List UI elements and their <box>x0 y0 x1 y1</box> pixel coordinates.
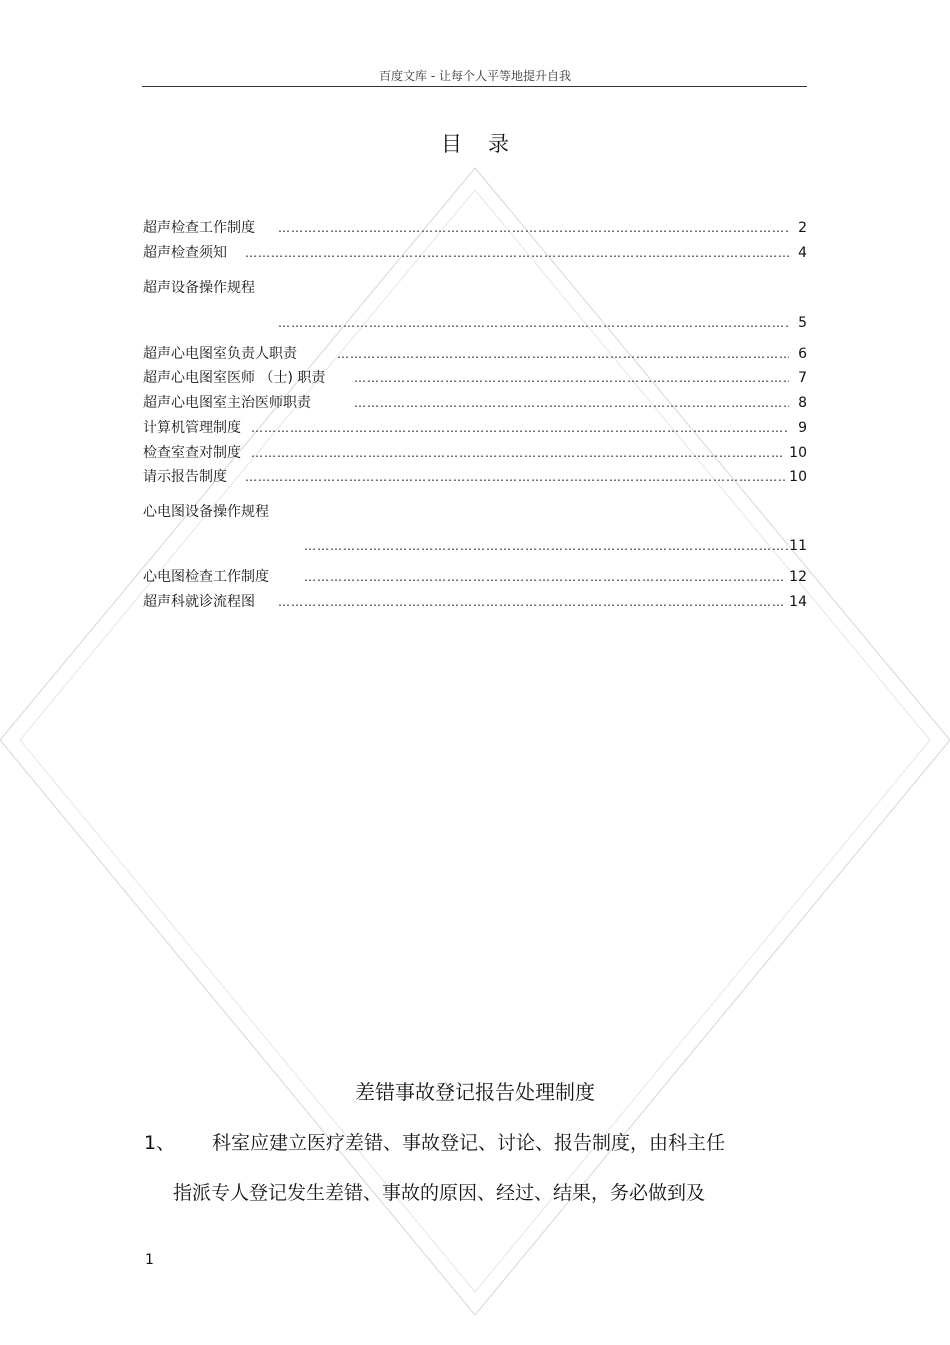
toc-title: 目录 <box>441 132 535 156</box>
toc-entry[interactable] <box>143 418 807 438</box>
toc-entry[interactable] <box>143 313 807 333</box>
toc-entry-page: 12 <box>789 569 807 585</box>
toc-entry[interactable] <box>143 592 807 612</box>
toc-leader-dots <box>278 218 789 238</box>
toc-entry-label: 超声检查须知 <box>143 245 227 261</box>
toc-entry[interactable] <box>143 218 807 238</box>
toc-entry-page: 5 <box>798 315 807 331</box>
toc-entry-page: 10 <box>789 445 807 461</box>
toc-leader-dots <box>304 536 789 556</box>
section-title: 差错事故登记报告处理制度 <box>355 1080 595 1104</box>
toc-entry-page: 4 <box>798 245 807 261</box>
toc-entry-page: 2 <box>798 220 807 236</box>
toc-entry[interactable] <box>143 567 807 587</box>
toc-entry[interactable] <box>143 467 807 487</box>
toc-entry[interactable] <box>143 443 807 463</box>
toc-entry[interactable] <box>143 502 807 522</box>
toc-entry-page: 11 <box>789 538 807 554</box>
toc-entry[interactable] <box>143 393 807 413</box>
toc-entry-label: 超声检查工作制度 <box>143 220 255 236</box>
item-text-line-2: 指派专人登记发生差错、事故的原因、经过、结果，务必做到及 <box>173 1182 706 1204</box>
toc-entry-label: 请示报告制度 <box>143 469 227 485</box>
toc-leader-dots <box>354 368 789 388</box>
toc-entry-page: 6 <box>798 346 807 362</box>
toc-entry[interactable] <box>143 368 807 388</box>
item-text-line-1: 科室应建立医疗差错、事故登记、讨论、报告制度，由科主任 <box>212 1132 726 1154</box>
toc-entry-label: 超声科就诊流程图 <box>143 594 255 610</box>
toc-leader-dots <box>245 467 785 487</box>
toc-entry-label: 超声心电图室医师 （士) 职责 <box>143 370 326 386</box>
toc-entry-label: 检查室查对制度 <box>143 445 241 461</box>
toc-entry-label: 超声心电图室负责人职责 <box>143 346 297 362</box>
toc-leader-dots <box>304 567 785 587</box>
toc-leader-dots <box>251 443 785 463</box>
toc-entry[interactable] <box>143 278 807 298</box>
toc-entry-label: 超声设备操作规程 <box>143 280 255 296</box>
page-header: 百度文库 - 让每个人平等地提升自我 <box>379 69 571 83</box>
toc-entry-page: 14 <box>789 594 807 610</box>
toc-entry[interactable] <box>143 536 807 556</box>
toc-entry[interactable] <box>143 344 807 364</box>
toc-leader-dots <box>251 418 789 438</box>
toc-leader-dots <box>278 592 785 612</box>
toc-leader-dots <box>337 344 789 364</box>
toc-entry[interactable] <box>143 243 807 263</box>
toc-leader-dots <box>278 313 789 333</box>
toc-leader-dots <box>354 393 789 413</box>
toc-entry-page: 7 <box>798 370 807 386</box>
toc-entry-page: 10 <box>789 469 807 485</box>
toc-entry-label: 超声心电图室主治医师职责 <box>143 395 311 411</box>
toc-entry-page: 9 <box>798 420 807 436</box>
toc-entry-label: 计算机管理制度 <box>143 420 241 436</box>
item-number: 1、 <box>144 1132 176 1154</box>
toc-entry-label: 心电图设备操作规程 <box>143 504 269 520</box>
page-number: 1 <box>145 1252 154 1268</box>
toc-leader-dots <box>245 243 789 263</box>
toc-entry-page: 8 <box>798 395 807 411</box>
toc-entry-label: 心电图检查工作制度 <box>143 569 269 585</box>
